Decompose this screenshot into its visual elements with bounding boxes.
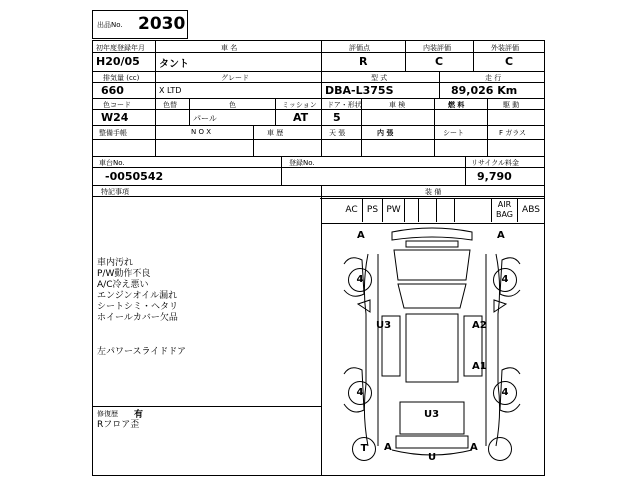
note-item: エンジンオイル漏れ (97, 291, 178, 301)
mileage-header: 走 行 (485, 74, 502, 82)
damage-rear-left: A (384, 442, 392, 453)
car-name-value: タント (159, 59, 189, 70)
transmission-value: AT (293, 111, 309, 124)
note-item: 左パワースライドドア (97, 347, 187, 357)
tire-rear-right: 4 (493, 381, 517, 405)
equipment-header: 装 備 (425, 188, 442, 196)
recycle-value: 9,790 (477, 170, 512, 183)
equip-blank-1 (404, 198, 418, 222)
chassis-header: 車台No. (99, 159, 125, 167)
fuel-header: 燃 料 (448, 101, 465, 109)
score-value: R (359, 55, 368, 68)
color-type-header: 色替 (163, 101, 177, 109)
mileage-value: 89,026 Km (451, 84, 518, 97)
damage-right-rear: A1 (472, 361, 487, 372)
equip-ps: PS (362, 198, 382, 222)
lot-label: 出品No. (97, 21, 123, 29)
service-header: 整備手帳 (99, 129, 127, 137)
equip-abs: ABS (517, 198, 544, 222)
score-header: 評価点 (349, 44, 370, 52)
recycle-header: リサイクル料金 (471, 159, 520, 167)
repair-note: Rフロア歪 (97, 420, 140, 430)
inspection-header: 車 検 (389, 101, 406, 109)
interior-value: C (435, 55, 444, 68)
drive-header: 駆 動 (503, 101, 520, 109)
damage-front-left: A (357, 230, 365, 241)
lot-box (92, 10, 188, 39)
damage-right-front: A2 (472, 320, 487, 331)
model-value: DBA-L375S (325, 84, 394, 97)
damage-front-right: A (497, 230, 505, 241)
interior-header: 内装評価 (423, 44, 451, 52)
repair-value: 有 (134, 410, 144, 420)
transmission-header: ミッション (282, 101, 317, 109)
exterior-header: 外装評価 (491, 44, 519, 52)
chassis-value: -0050542 (105, 170, 164, 183)
note-item: ホイールカバー欠品 (97, 313, 178, 323)
car-diagram (322, 224, 542, 470)
interior-trim-header: 内 張 (377, 129, 394, 137)
nox-header: N O X (191, 128, 211, 136)
tire-front-left: 4 (348, 268, 372, 292)
first-reg-value: H20/05 (96, 55, 140, 68)
doors-value: 5 (333, 111, 341, 124)
rear-right-mark (488, 437, 512, 461)
displacement-header: 排気量 (cc) (103, 74, 140, 82)
damage-left-side: U3 (376, 320, 392, 331)
color-value: パール (193, 114, 217, 123)
model-header: 型 式 (371, 74, 388, 82)
seat-header: シート (443, 129, 464, 137)
equip-ac: AC (345, 205, 358, 215)
damage-rear-center: U (428, 452, 437, 463)
doors-header: ドア・形状 (327, 101, 362, 109)
first-reg-header: 初年度登録年月 (96, 44, 145, 52)
history-header: 車 歴 (267, 129, 284, 137)
equip-airbag: AIR BAG (491, 198, 517, 222)
car-name-header: 車 名 (221, 44, 238, 52)
damage-rear: U3 (424, 409, 440, 420)
equip-pw: PW (382, 198, 404, 222)
grade-header: グレード (221, 74, 249, 82)
note-item: シートシミ・ヘタリ (97, 302, 179, 312)
tire-rear-left: 4 (348, 381, 372, 405)
equip-blank-3 (436, 198, 454, 222)
color-code-header: 色コード (103, 101, 131, 109)
equip-blank-4 (454, 198, 491, 222)
equip-blank-2 (418, 198, 436, 222)
note-item: P/W動作不良 (97, 269, 151, 279)
exterior-value: C (505, 55, 514, 68)
note-item: A/C冷え悪い (97, 280, 149, 290)
note-item: 車内汚れ (97, 258, 134, 268)
roof-header: 天 張 (329, 129, 346, 137)
glass-header: F ガラス (499, 129, 527, 137)
lot-number: 2030 (138, 14, 186, 34)
damage-rear-right: A (470, 442, 478, 453)
notes-header: 特記事項 (101, 188, 129, 196)
color-header: 色 (229, 101, 236, 109)
repair-header: 修復歴 (97, 410, 118, 418)
color-code-value: W24 (101, 111, 129, 124)
displacement-value: 660 (101, 84, 124, 97)
registration-header: 登録No. (289, 159, 315, 167)
tire-front-right: 4 (493, 268, 517, 292)
grade-value: X LTD (159, 86, 182, 95)
rear-left-mark: T (352, 437, 376, 461)
